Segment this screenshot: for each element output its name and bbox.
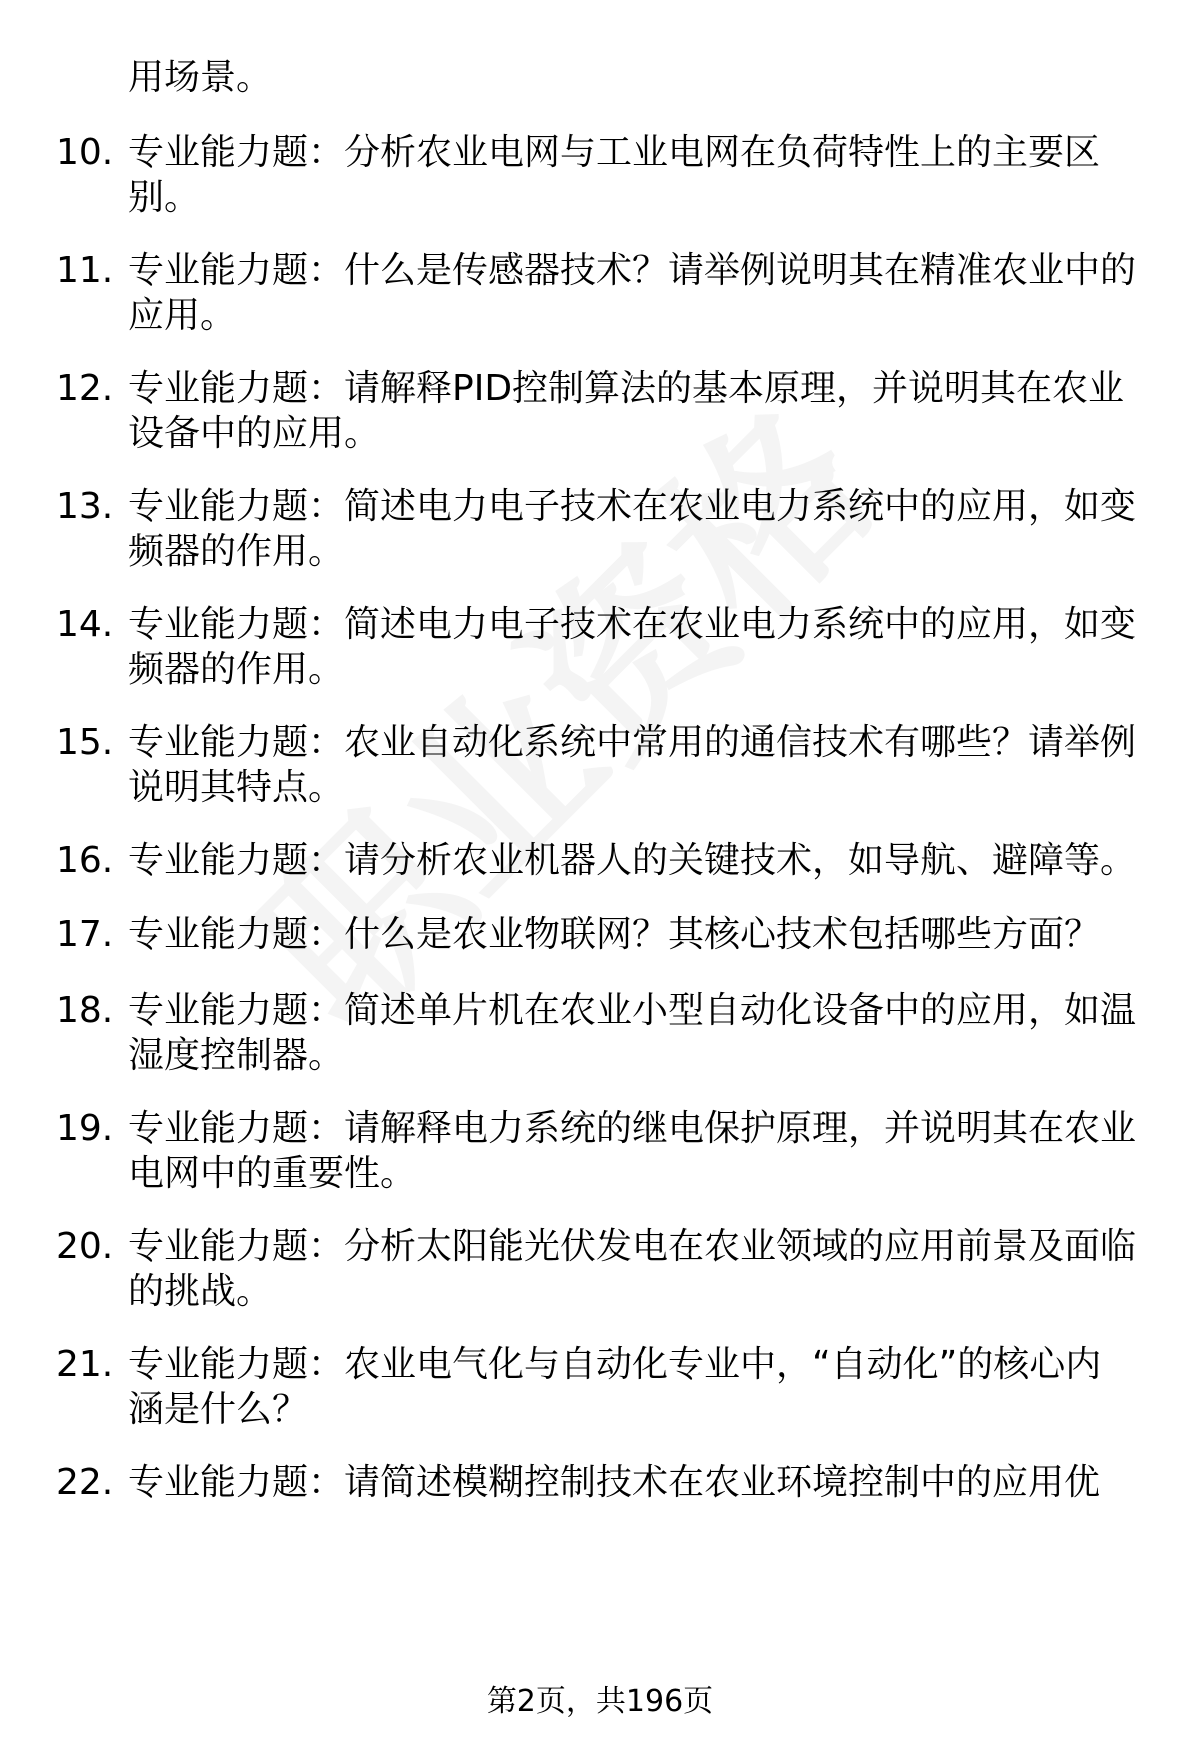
question-number: 17. — [56, 914, 114, 955]
question-line-1: 专业能力题：农业电气化与自动化专业中，“自动化”的核心内 — [128, 1344, 1102, 1385]
question-line-2: 湿度控制器。 — [128, 1035, 345, 1076]
question-line-2: 的挑战。 — [128, 1271, 273, 1312]
question-number: 10. — [56, 132, 114, 173]
question-number: 11. — [56, 250, 114, 291]
question-line-1: 专业能力题：农业自动化系统中常用的通信技术有哪些？请举例 — [128, 722, 1137, 763]
question-line-1: 专业能力题：分析太阳能光伏发电在农业领域的应用前景及面临 — [128, 1226, 1137, 1267]
question-number: 13. — [56, 486, 114, 527]
question-number: 12. — [56, 368, 114, 409]
continuation-line: 用场景。 — [128, 57, 273, 98]
question-line-1: 专业能力题：分析农业电网与工业电网在负荷特性上的主要区 — [128, 132, 1101, 173]
question-line-2: 电网中的重要性。 — [128, 1153, 417, 1194]
question-line-2: 应用。 — [128, 295, 237, 336]
question-line-1: 专业能力题：请解释电力系统的继电保护原理，并说明其在农业 — [128, 1108, 1137, 1149]
question-line-2: 别。 — [128, 177, 201, 218]
question-line-2: 设备中的应用。 — [128, 413, 381, 454]
question-line-1: 专业能力题：什么是农业物联网？其核心技术包括哪些方面？ — [128, 914, 1101, 955]
question-line-1: 专业能力题：请分析农业机器人的关键技术，如导航、避障等。 — [128, 840, 1137, 881]
question-line-1: 专业能力题：简述电力电子技术在农业电力系统中的应用，如变 — [128, 486, 1137, 527]
question-line-2: 涵是什么？ — [128, 1389, 309, 1430]
question-number: 20. — [56, 1226, 114, 1267]
question-number: 15. — [56, 722, 114, 763]
question-number: 22. — [56, 1462, 114, 1503]
question-line-1: 专业能力题：简述单片机在农业小型自动化设备中的应用，如温 — [128, 990, 1137, 1031]
question-line-2: 说明其特点。 — [128, 767, 345, 808]
question-line-1: 专业能力题：简述电力电子技术在农业电力系统中的应用，如变 — [128, 604, 1137, 645]
question-number: 21. — [56, 1344, 114, 1385]
question-line-1: 专业能力题：什么是传感器技术？请举例说明其在精准农业中的 — [128, 250, 1137, 291]
question-line-1: 专业能力题：请解释PID控制算法的基本原理，并说明其在农业 — [128, 368, 1125, 409]
question-line-2: 频器的作用。 — [128, 649, 345, 690]
question-number: 16. — [56, 840, 114, 881]
question-line-1: 专业能力题：请简述模糊控制技术在农业环境控制中的应用优 — [128, 1462, 1101, 1503]
question-line-2: 频器的作用。 — [128, 531, 345, 572]
question-number: 18. — [56, 990, 114, 1031]
question-number: 19. — [56, 1108, 114, 1149]
page-footer: 第2页，共196页 — [486, 1684, 714, 1719]
question-number: 14. — [56, 604, 114, 645]
